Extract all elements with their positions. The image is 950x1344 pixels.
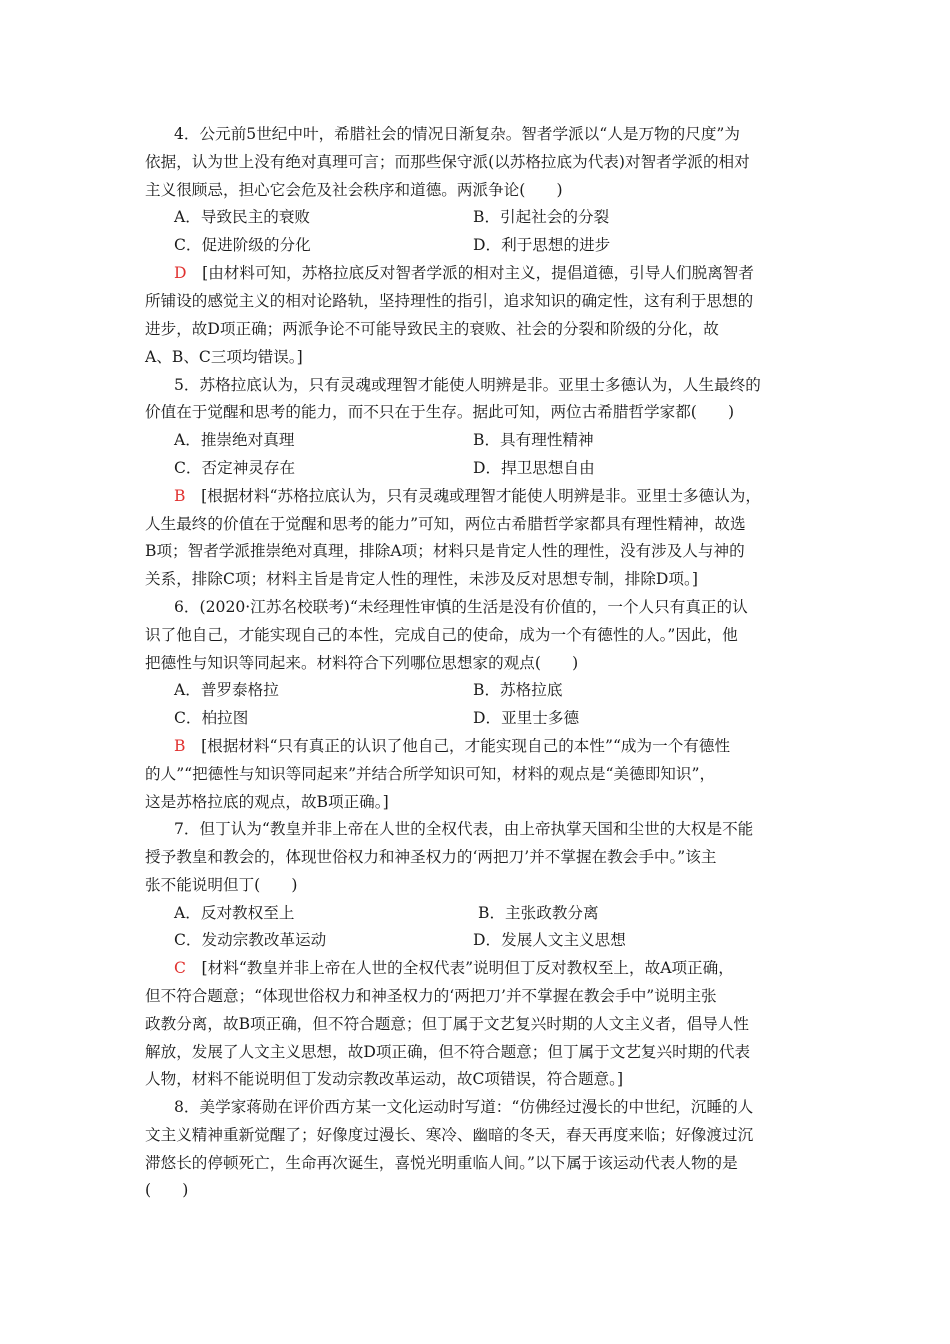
explanation-line: D [由材料可知，苏格拉底反对智者学派的相对主义，提倡道德，引导人们脱离智者 — [174, 264, 754, 282]
explanation-line: 解放，发展了人文主义思想，故D项正确，但不符合题意；但丁属于文艺复兴时期的代表 — [145, 1043, 751, 1061]
option-d: D．利于思想的进步 — [473, 236, 611, 254]
answer-letter: B — [174, 487, 186, 505]
question-stem-line: ( ) — [145, 1181, 189, 1199]
answer-letter: C — [174, 959, 186, 977]
question-stem-line: 主义很顾忌，担心它会危及社会秩序和道德。两派争论( ) — [145, 181, 563, 199]
option-c: C．促进阶级的分化 — [174, 236, 311, 254]
explanation-line: 的人”“把德性与知识等同起来”并结合所学知识可知，材料的观点是“美德即知识”， — [145, 765, 716, 783]
explanation-line: 进步，故D项正确；两派争论不可能导致民主的衰败、社会的分裂和阶级的分化，故 — [145, 320, 719, 338]
option-d: D．发展人文主义思想 — [473, 931, 626, 949]
option-c: C．发动宗教改革运动 — [174, 931, 327, 949]
question-stem-line: 依据，认为世上没有绝对真理可言；而那些保守派(以苏格拉底为代表)对智者学派的相对 — [145, 153, 750, 171]
explanation-line: 但不符合题意；“体现世俗权力和神圣权力的‘两把刀’并不掌握在教会手中”说明主张 — [145, 987, 717, 1005]
question-stem-line: 识了他自己，才能实现自己的本性，完成自己的使命，成为一个有德性的人。”因此，他 — [145, 626, 738, 644]
option-d: D．亚里士多德 — [473, 709, 580, 727]
question-stem-line: 4．公元前5世纪中叶，希腊社会的情况日渐复杂。智者学派以“人是万物的尺度”为 — [174, 125, 740, 143]
explanation-line: 这是苏格拉底的观点，故B项正确。] — [145, 793, 389, 811]
option-b: B．具有理性精神 — [473, 431, 594, 449]
answer-letter: D — [174, 264, 187, 282]
question-stem-line: 6．(2020·江苏名校联考)“未经理性审慎的生活是没有价值的，一个人只有真正的认 — [174, 598, 748, 616]
question-stem-line: 授予教皇和教会的，体现世俗权力和神圣权力的‘两把刀’并不掌握在教会手中。”该主 — [145, 848, 717, 866]
answer-letter: B — [174, 737, 186, 755]
explanation-line: C [材料“教皇并非上帝在人世的全权代表”说明但丁反对教权至上，故A项正确， — [174, 959, 734, 977]
explanation-line: A、B、C三项均错误。] — [145, 348, 303, 366]
explanation-line: 所铺设的感觉主义的相对论路轨，坚持理性的指引，追求知识的确定性，这有利于思想的 — [145, 292, 754, 310]
option-b: B．引起社会的分裂 — [473, 208, 610, 226]
explanation-line: B [根据材料“只有真正的认识了他自己，才能实现自己的本性”“成为一个有德性 — [174, 737, 731, 755]
question-stem-line: 文主义精神重新觉醒了；好像度过漫长、寒冷、幽暗的冬天，春天再度来临；好像渡过沉 — [145, 1126, 754, 1144]
question-stem-line: 价值在于觉醒和思考的能力，而不只在于生存。据此可知，两位古希腊哲学家都( ) — [145, 403, 735, 421]
explanation-line: B项；智者学派推崇绝对真理，排除A项；材料只是肯定人性的理性，没有涉及人与神的 — [145, 542, 745, 560]
explanation-line: 人生最终的价值在于觉醒和思考的能力”可知，两位古希腊哲学家都具有理性精神，故选 — [145, 515, 746, 533]
explanation-line: B [根据材料“苏格拉底认为，只有灵魂或理智才能使人明辨是非。亚里士多德认为， — [174, 487, 761, 505]
option-a: A．反对教权至上 — [174, 904, 295, 922]
explanation-line: 关系，排除C项；材料主旨是肯定人性的理性，未涉及反对思想专制，排除D项。] — [145, 570, 698, 588]
explanation-line: 政教分离，故B项正确，但不符合题意；但丁属于文艺复兴时期的人文主义者，倡导人性 — [145, 1015, 750, 1033]
explanation-line: 人物，材料不能说明但丁发动宗教改革运动，故C项错误，符合题意。] — [145, 1070, 624, 1088]
option-d: D．捍卫思想自由 — [473, 459, 595, 477]
question-stem-line: 5．苏格拉底认为，只有灵魂或理智才能使人明辨是非。亚里士多德认为，人生最终的 — [174, 376, 761, 394]
option-b: B．主张政教分离 — [478, 904, 599, 922]
question-stem-line: 7．但丁认为“教皇并非上帝在人世的全权代表，由上帝执掌天国和尘世的大权是不能 — [174, 820, 754, 838]
option-a: A．导致民主的衰败 — [174, 208, 311, 226]
question-stem-line: 滞悠长的停顿死亡，生命再次诞生，喜悦光明重临人间。”以下属于该运动代表人物的是 — [145, 1154, 738, 1172]
option-b: B．苏格拉底 — [473, 681, 563, 699]
option-c: C．否定神灵存在 — [174, 459, 296, 477]
option-c: C．柏拉图 — [174, 709, 249, 727]
question-stem-line: 8．美学家蒋勋在评价西方某一文化运动时写道：“仿佛经过漫长的中世纪，沉睡的人 — [174, 1098, 754, 1116]
option-a: A．普罗泰格拉 — [174, 681, 279, 699]
question-stem-line: 把德性与知识等同起来。材料符合下列哪位思想家的观点( ) — [145, 654, 579, 672]
option-a: A．推崇绝对真理 — [174, 431, 295, 449]
question-stem-line: 张不能说明但丁( ) — [145, 876, 298, 894]
